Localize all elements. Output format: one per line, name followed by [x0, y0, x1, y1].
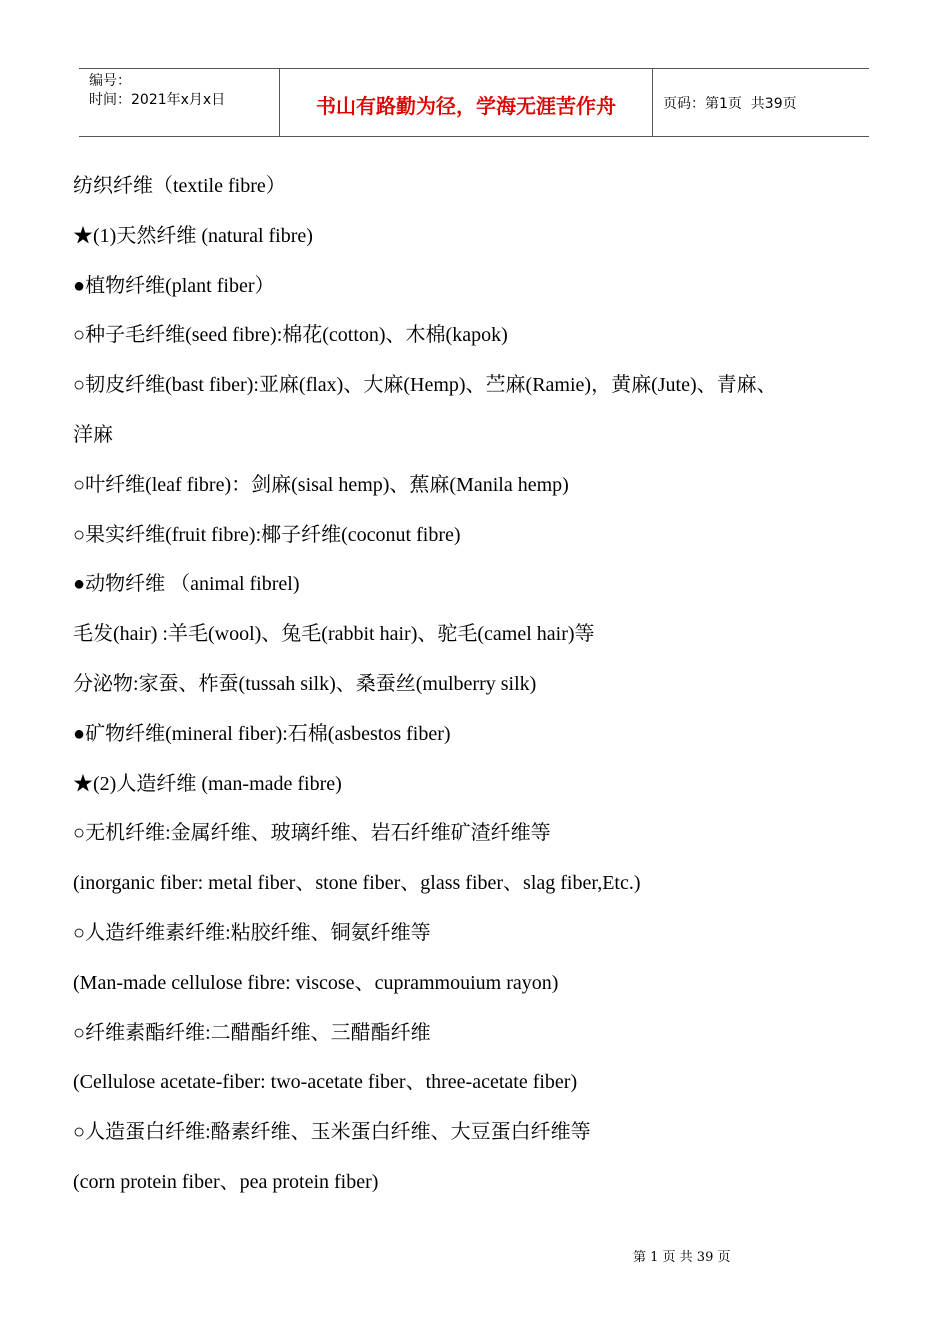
page-footer: 第 1 页 共 39 页 — [633, 1250, 731, 1265]
text-line: 分泌物:家蚕、柞蚕(tussah silk)、桑蚕丝(mulberry silk) — [73, 672, 537, 695]
text-line: ★(1)天然纤维 (natural fibre) — [73, 224, 313, 247]
text-line: ●动物纤维 （animal fibrel) — [73, 573, 300, 596]
number-label: 编号： — [89, 73, 131, 89]
text-line: ○叶纤维(leaf fibre)：剑麻(sisal hemp)、蕉麻(Manila hemp) — [73, 473, 569, 496]
text-line: 毛发(hair) :羊毛(wool)、兔毛(rabbit hair)、驼毛(camel hair)等 — [73, 623, 595, 646]
text-line: ★(2)人造纤维 (man-made fibre) — [73, 772, 342, 795]
time-label: 时间：2021年x月x日 — [89, 92, 226, 108]
text-line: 洋麻 — [73, 423, 113, 446]
text-line: ○韧皮纤维(bast fiber):亚麻(flax)、大麻(Hemp)、苎麻(Ramie)，黄麻(Jute)、青麻、 — [73, 374, 777, 397]
text-line: ○种子毛纤维(seed fibre):棉花(cotton)、木棉(kapok) — [73, 324, 508, 347]
text-line: ●植物纤维(plant fiber） — [73, 274, 275, 297]
text-line: ●矿物纤维(mineral fiber):石棉(asbestos fiber) — [73, 722, 451, 745]
document-body — [73, 162, 873, 1208]
text-line: ○人造蛋白纤维:酪素纤维、玉米蛋白纤维、大豆蛋白纤维等 — [73, 1121, 591, 1144]
document-header — [79, 68, 869, 137]
text-line: ○人造纤维素纤维:粘胶纤维、铜氨纤维等 — [73, 921, 431, 944]
text-line: (corn protein fiber、pea protein fiber) — [73, 1170, 379, 1193]
text-line: (Cellulose acetate-fiber: two-acetate fiber、three-acetate fiber) — [73, 1071, 578, 1094]
text-line: ○果实纤维(fruit fibre):椰子纤维(coconut fibre) — [73, 523, 461, 546]
header-motto: 书山有路勤为径，学海无涯苦作舟 — [280, 69, 653, 136]
text-line: 纺织纤维（textile fibre） — [73, 175, 286, 197]
text-line: ○无机纤维:金属纤维、玻璃纤维、岩石纤维矿渣纤维等 — [73, 822, 551, 845]
header-page-info: 页码：第1页 共39页 — [663, 95, 797, 112]
text-line: (inorganic fiber: metal fiber、stone fiber、glass fiber、slag fiber,Etc.) — [73, 872, 641, 895]
text-line: (Man-made cellulose fibre: viscose、cuprammouium rayon) — [73, 971, 559, 994]
header-meta — [79, 69, 280, 136]
text-line: ○纤维素酯纤维:二醋酯纤维、三醋酯纤维 — [73, 1021, 431, 1044]
